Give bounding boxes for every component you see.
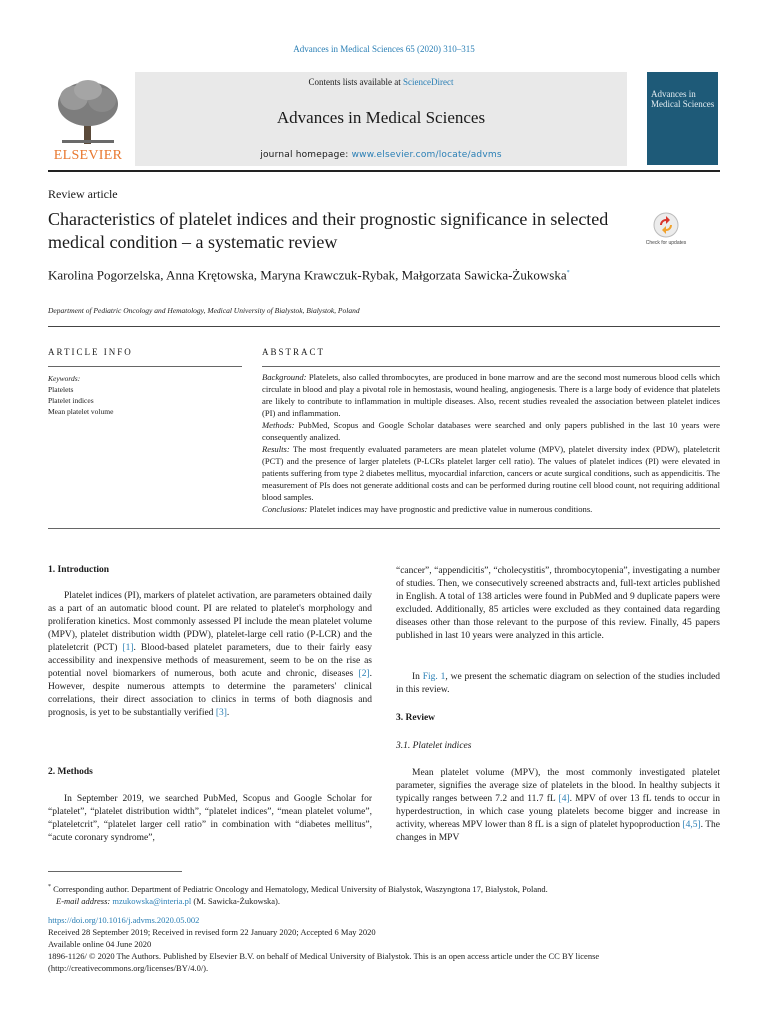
- doi-link[interactable]: https://doi.org/10.1016/j.advms.2020.05.002: [48, 915, 200, 925]
- affiliation-divider: [48, 326, 720, 327]
- author-list: [48, 264, 608, 284]
- conclusions-text: Platelet indices may have prognostic and predictive value in numerous conditions.: [309, 504, 593, 514]
- sciencedirect-link[interactable]: ScienceDirect: [403, 77, 454, 87]
- citation-link[interactable]: [3]: [215, 708, 227, 718]
- cover-title: Advances in Medical Sciences: [651, 89, 715, 109]
- homepage-link[interactable]: www.elsevier.com/locate/advms: [351, 150, 502, 160]
- received-dates: Received 28 September 2019; Received in revised form 22 January 2020; Accepted 6 May 2020: [48, 927, 376, 937]
- background-text: Platelets, also called thrombocytes, are produced in bone marrow and are the second most numerous blood cells which circulate in blood and play a pivotal role in hemostasis, wound healing, angiogenesis. There is a large body of evidence that platelets are likely to contribute to inflammation in multiple diseases. Also, recent studies revealed the association between platelet indices (PI) and inflammation.: [262, 372, 720, 418]
- journal-cover-thumbnail[interactable]: [647, 72, 718, 165]
- abstract-heading: ABSTRACT: [262, 347, 326, 357]
- abstract-methods: [262, 419, 720, 443]
- keyword-item: Mean platelet volume: [48, 407, 114, 416]
- methods-paragraph: In September 2019, we searched PubMed, Scopus and Google Scholar for “platelet”, “platelet distribution width”, “platelet indices”, “mean platelet volume”, “plateletcrit”, “platelet larger cell ratio” in combination with “diabetes mellitus”, “acute coronary syndrome”,: [48, 794, 372, 843]
- email-footnote: E-mail address: mzukowska@interia.pl (M. Sawicka-Żukowska).: [56, 895, 281, 906]
- keywords-label: Keywords:: [48, 374, 81, 383]
- authors-text: Karolina Pogorzelska, Anna Krętowska, Maryna Krawczuk-Rybak, Małgorzata Sawicka-Żukowska: [48, 267, 567, 283]
- abstract-conclusions: [262, 503, 720, 515]
- footnote-divider: [48, 871, 182, 872]
- citation-link[interactable]: [4]: [558, 794, 570, 804]
- homepage-line: [135, 150, 627, 160]
- corresponding-author-mark[interactable]: *: [566, 270, 570, 276]
- abstract-body: [262, 371, 720, 515]
- keywords-block: [48, 373, 242, 417]
- abstract-results: [262, 443, 720, 503]
- citation-link[interactable]: [2]: [358, 669, 370, 679]
- citation-link[interactable]: [1]: [122, 643, 134, 653]
- results-text: The most frequently evaluated parameters are mean platelet volume (MPV), platelet diversity index (PDW), plateletcrit (PCT) and the presence of larger platelets (P-LCRs platelet larger cell ratio). The values of platelet indices (PI) were elevated in patients suffering from type 2 diabetes mellitus, myocardial infarction, cancers or acute surgical conditions, such as appendicitis. The measurement of PIs does not generate additional costs and can be performed during routine cell blood count, not requiring additional blood samples.: [262, 444, 720, 502]
- journal-title: Advances in Medical Sciences: [276, 108, 486, 127]
- methods-label: Methods:: [262, 420, 295, 430]
- platelet-indices-subheading: 3.1. Platelet indices: [396, 741, 472, 751]
- abstract-background: [262, 371, 720, 419]
- results-label: Results:: [262, 444, 290, 454]
- homepage-prefix: journal homepage:: [260, 150, 349, 160]
- platelet-indices-paragraph: Mean platelet volume (MPV), the most commonly investigated platelet parameter, signifies the average size of platelets in the blood. In healthy subjects it typically ranges between 7.2 and 11.7 fL [4]. MPV of over 13 fL tends to occur in hyperdestruction, in which case young platelets become bigger and increase in activity, whereas MPV lower than 8 fL is a sign of platelet hypoproduction [4,5]. The changes in MPV: [396, 768, 720, 843]
- available-online: Available online 04 June 2020: [48, 939, 152, 949]
- figure-link[interactable]: Fig. 1: [422, 672, 446, 682]
- methods-heading: 2. Methods: [48, 767, 93, 777]
- keyword-item: Platelets: [48, 385, 74, 394]
- elsevier-wordmark: ELSEVIER: [53, 148, 123, 163]
- footnotes: [48, 881, 720, 907]
- methods-continuation-paragraph: “cancer”, “appendicitis”, “cholecystitis”, thrombocytopenia”, investigating a number of studies. Then, we consecutively screened abstracts and, full-text articles published in English. A total of 138 articles were found in PubMed and 9 duplicate papers were excluded. Additionally, 85 articles were excluded as they contained data regarding diseases other than those relevant to the purpose of this review. Finally, 45 papers published in last 10 years were analyzed in this article.: [396, 566, 720, 641]
- article-info-divider: [48, 366, 242, 367]
- journal-reference[interactable]: Advances in Medical Sciences 65 (2020) 310–315: [293, 44, 475, 54]
- citation-link[interactable]: [4,5]: [682, 820, 701, 830]
- article-type: Review article: [48, 187, 118, 201]
- article-title: Characteristics of platelet indices and their prognostic significance in selected medical condition – a systematic review: [48, 209, 609, 252]
- contents-line: [135, 77, 627, 87]
- email-label: E-mail address:: [56, 895, 111, 906]
- check-for-updates-icon[interactable]: [645, 211, 687, 251]
- affiliation: Department of Pediatric Oncology and Hematology, Medical University of Bialystok, Bialystok, Poland: [48, 306, 360, 315]
- figure-reference-paragraph: In Fig. 1, we present the schematic diagram on selection of the studies included in this review.: [396, 672, 720, 695]
- license-statement: 1896-1126/ © 2020 The Authors. Published by Elsevier B.V. on behalf of Medical University of Bialystok. This is an open access article under the CC BY license (http://creativecommons.org/licenses/BY/4.0/).: [48, 951, 600, 973]
- introduction-paragraph: Platelet indices (PI), markers of platelet activation, are parameters obtained daily as a part of an automatic blood count. PI are related to platelet's morphology and proliferation kinetics. Most commonly assessed PI include the mean platelet volume (MPV), platelet distribution width (PDW), platelet-large cell ratio (P-LCR) and the plateletcrit (PCT) [1]. Blood-based platelet parameters, due to their fairly easy accessibility and inexpensive methods of measurement, seem to be on the rise as potential novel biomarkers of numerous, both acute and chronic, diseases [2]. However, despite numerous attempts to determine the parameters' clinical correlations, their direct association to clinics in terms of both diagnosis and prognosis, is yet to be substantially verified [3].: [48, 591, 372, 718]
- keyword-item: Platelet indices: [48, 396, 94, 405]
- abstract-divider: [262, 366, 720, 367]
- corresponding-footnote: * Corresponding author. Department of Pediatric Oncology and Hematology, Medical University of Bialystok, Waszyngtona 17, Bialystok, Poland.: [48, 883, 548, 894]
- header-divider: [48, 170, 720, 172]
- background-label: Background:: [262, 372, 307, 382]
- review-heading: 3. Review: [396, 713, 436, 723]
- email-link[interactable]: mzukowska@interia.pl: [112, 895, 192, 906]
- introduction-heading: 1. Introduction: [48, 565, 110, 575]
- article-info-heading: ARTICLE INFO: [48, 347, 133, 357]
- contents-prefix: Contents lists available at: [308, 77, 401, 87]
- article-metadata: [48, 914, 720, 974]
- abstract-bottom-divider: [48, 528, 720, 529]
- methods-text: PubMed, Scopus and Google Scholar databases were searched and only papers published in the last 10 years were consequently analized.: [262, 420, 720, 442]
- conclusions-label: Conclusions:: [262, 504, 308, 514]
- check-updates-label: Check for updates: [645, 240, 687, 246]
